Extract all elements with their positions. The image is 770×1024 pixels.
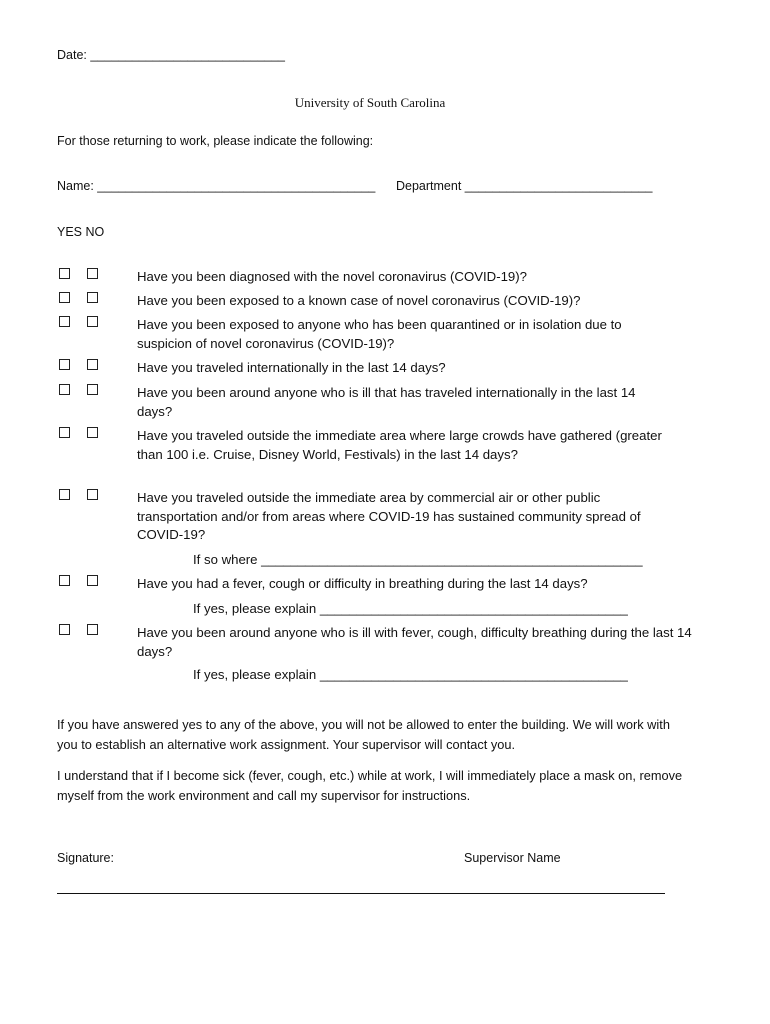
no-checkbox-q1[interactable] (87, 268, 98, 279)
no-checkbox-q9[interactable] (87, 624, 98, 635)
yes-checkbox-q7[interactable] (59, 489, 70, 500)
institution-title: University of South Carolina (294, 95, 446, 110)
department-field[interactable]: Department ___________________________ (396, 179, 653, 193)
question-4: Have you traveled internationally in the last 14 days? (137, 360, 446, 375)
no-checkbox-q6[interactable] (87, 427, 98, 438)
no-checkbox-q8[interactable] (87, 575, 98, 586)
no-checkbox-q4[interactable] (87, 359, 98, 370)
question-1: Have you been diagnosed with the novel coronavirus (COVID-19)? (137, 269, 527, 284)
no-checkbox-q5[interactable] (87, 384, 98, 395)
if-yes-explain-field-1[interactable]: If yes, please explain __________________________________________ (193, 601, 628, 616)
question-2: Have you been exposed to a known case of novel coronavirus (COVID-19)? (137, 293, 581, 308)
name-field[interactable]: Name: ________________________________________ (57, 179, 376, 193)
signature-line[interactable] (57, 893, 665, 894)
notice-paragraph-2: I understand that if I become sick (fever, cough, etc.) while at work, I will immediately place a mask on, remove myself from the work environment and call my supervisor for instructions. (57, 768, 683, 803)
yes-checkbox-q2[interactable] (59, 292, 70, 303)
question-5: Have you been around anyone who is ill that has traveled internationally in the last 14 days? (137, 385, 636, 419)
no-checkbox-q7[interactable] (87, 489, 98, 500)
no-checkbox-q3[interactable] (87, 316, 98, 327)
notice-paragraph-1: If you have answered yes to any of the above, you will not be allowed to enter the building. We will work with you to establish an alternative work assignment. Your supervisor will contact you. (57, 717, 670, 752)
yes-checkbox-q9[interactable] (59, 624, 70, 635)
question-6: Have you traveled outside the immediate area where large crowds have gathered (greater than 100 i.e. Cruise, Disney World, Festivals) in the last 14 days? (137, 428, 662, 462)
signature-label: Signature: (57, 851, 114, 865)
yes-checkbox-q4[interactable] (59, 359, 70, 370)
intro-text: For those returning to work, please indicate the following: (57, 134, 374, 148)
if-yes-explain-field-2[interactable]: If yes, please explain __________________________________________ (193, 667, 628, 682)
yes-no-header: YES NO (57, 225, 105, 239)
question-7: Have you traveled outside the immediate area by commercial air or other public transportation and/or from areas where COVID-19 has sustained community spread of COVID-19? (137, 490, 641, 542)
no-checkbox-q2[interactable] (87, 292, 98, 303)
yes-checkbox-q6[interactable] (59, 427, 70, 438)
yes-checkbox-q8[interactable] (59, 575, 70, 586)
supervisor-name-label: Supervisor Name (464, 851, 561, 865)
yes-checkbox-q1[interactable] (59, 268, 70, 279)
question-9: Have you been around anyone who is ill with fever, cough, difficulty breathing during the last 14 days? (137, 625, 692, 659)
yes-checkbox-q5[interactable] (59, 384, 70, 395)
date-field[interactable]: Date: ____________________________ (57, 48, 286, 62)
yes-checkbox-q3[interactable] (59, 316, 70, 327)
question-3: Have you been exposed to anyone who has been quarantined or in isolation due to suspicion of novel coronavirus (COVID-19)? (137, 317, 622, 351)
if-so-where-field[interactable]: If so where ____________________________________________________ (193, 552, 643, 567)
question-8: Have you had a fever, cough or difficulty in breathing during the last 14 days? (137, 576, 588, 591)
